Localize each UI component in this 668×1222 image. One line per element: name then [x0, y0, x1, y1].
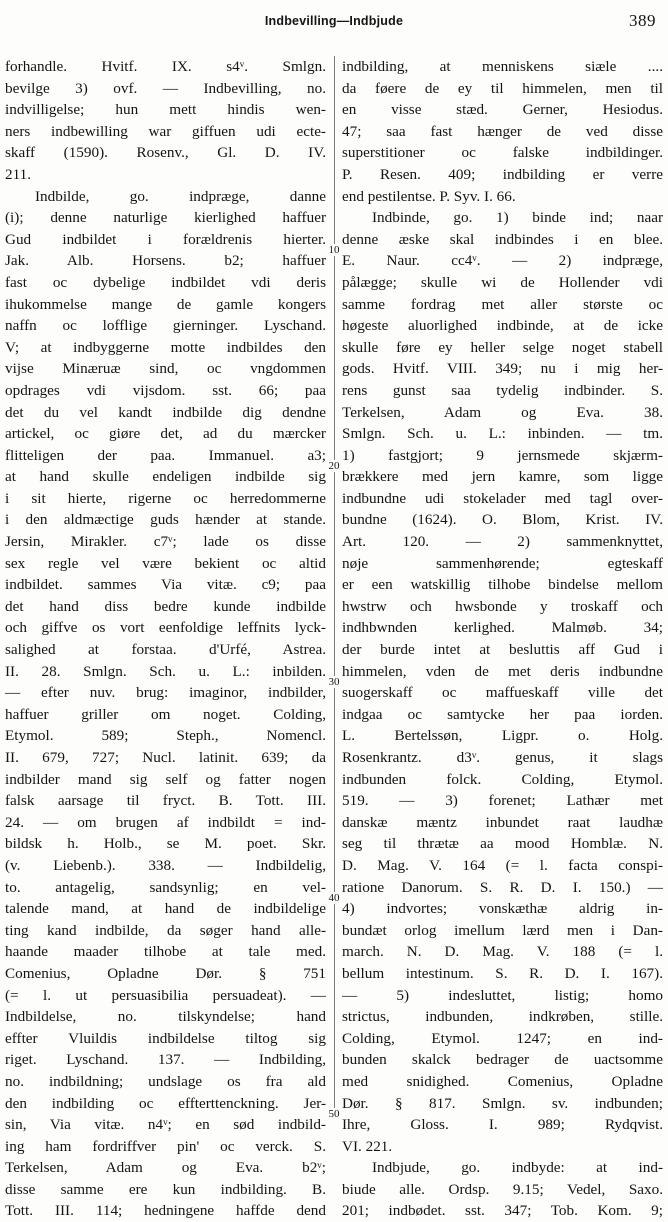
- text-line: gods. Hvitf. VIII. 349; nu i mig her-: [342, 360, 663, 378]
- text-line: bildsk h. Holb., se M. poet. Skr.: [5, 835, 326, 853]
- text-line: ratione Danorum. S. R. D. I. 150.) —: [342, 878, 663, 896]
- text-line: Dør. § 817. Smlgn. sv. indbunden;: [342, 1094, 663, 1112]
- text-line: falsk aarsage til fryct. B. Tott. III.: [5, 792, 326, 810]
- text-line: Indbinde, go. 1) binde ind; naar: [372, 209, 663, 227]
- text-line: biude alle. Ordsp. 9.15; Vedel, Saxo.: [342, 1180, 663, 1198]
- text-line: Etymol. 589; Steph., Nomencl.: [5, 727, 326, 745]
- text-line: naffn oc lofflige gierninger. Lyschand.: [5, 317, 326, 335]
- text-line: Smlgn. Sch. u. L.: inbinden. — tm.: [342, 425, 663, 443]
- text-line: med snidighed. Comenius, Opladne: [342, 1072, 663, 1090]
- text-line: høgeste aluorlighed indbinde, at de icke: [342, 317, 663, 335]
- text-line: der burde intet at besluttis aff Gud i: [342, 641, 663, 659]
- text-line: march. N. D. Mag. V. 188 (= l.: [342, 943, 663, 961]
- text-line: at hand skulle endeligen indbilde sig: [5, 468, 326, 486]
- text-line: II. 28. Smlgn. Sch. u. L.: inbilden.: [5, 662, 326, 680]
- text-line: en visse stæd. Gerner, Hesiodus.: [342, 101, 663, 119]
- text-line: det hand diss bedre kunde indbilde: [5, 597, 326, 615]
- text-line: bundne (1624). O. Blom, Krist. IV.: [342, 511, 663, 529]
- text-line: pålægge; skulle wi de Hollender vdi: [342, 273, 663, 291]
- text-line: indhbwnden kerlighed. Malmøb. 34;: [342, 619, 663, 637]
- right-column: [342, 56, 663, 1222]
- text-line: indgaa oc samtycke her paa iorden.: [342, 705, 663, 723]
- text-line: 47; saa fast hænger de ved disse: [342, 122, 663, 140]
- text-line: det du vel kandt indbilde dig dendne: [5, 403, 326, 421]
- text-line: i den aldmæctige guds hænder at stande.: [5, 511, 326, 529]
- text-line: 211.: [5, 165, 32, 183]
- text-line: fast oc dybelige indbildet vdi deris: [5, 273, 326, 291]
- text-line: salighed at forstaa. d'Urfé, Astrea.: [5, 641, 326, 659]
- text-line: — 5) indesluttet, listig; homo: [342, 986, 663, 1004]
- text-line: indbundne udi stokelader med tagl over-: [342, 489, 663, 507]
- margin-line-number: 10: [326, 244, 342, 256]
- text-line: 1) fastgjort; 9 jernsmede skjærm-: [342, 446, 663, 464]
- text-line: da føere de ey til himmelen, men til: [342, 79, 663, 97]
- text-line: samme fordrag met aller største oc: [342, 295, 663, 313]
- text-line: artickel, oc giøre det, ad du mærcker: [5, 425, 326, 443]
- text-line: bundæt orlog imellum lærd men i Dan-: [342, 921, 663, 939]
- text-line: sin, Via vitæ. n4ᵛ; en sød indbild-: [5, 1116, 326, 1134]
- text-line: Indbjude, go. indbyde: at ind-: [372, 1159, 663, 1177]
- text-line: Indbilde, go. indpræge, danne: [35, 187, 326, 205]
- text-line: i sit hierte, rigerne oc herredommerne: [5, 489, 326, 507]
- text-line: riget. Lyschand. 137. — Indbilding,: [5, 1051, 326, 1069]
- text-line: ing ham fordriffver pin' oc verck. S.: [5, 1137, 326, 1155]
- text-line: opdrages vdi vijsdom. sst. 66; paa: [5, 381, 326, 399]
- text-line: rens gunst saa tydelig indbinder. S.: [342, 381, 663, 399]
- text-line: himmelen, vden de met deris indbundne: [342, 662, 663, 680]
- text-line: P. Resen. 409; indbilding er verre: [342, 165, 663, 183]
- text-line: ting kand indbilde, da søger hand alle-: [5, 921, 326, 939]
- text-line: bunden skalck bedrager de uactsomme: [342, 1051, 663, 1069]
- running-title: Indbevilling—Indbjude: [264, 14, 404, 28]
- text-line: D. Mag. V. 164 (= l. facta conspi-: [342, 856, 663, 874]
- text-line: den indbilding oc effterttenckning. Jer-: [5, 1094, 326, 1112]
- text-line: (= l. ut persuasibilia persuadeat). —: [5, 986, 326, 1004]
- text-line: strictus, indbunden, indkrøben, stille.: [342, 1008, 663, 1026]
- text-line: E. Naur. cc4ᵛ. — 2) indpræge,: [342, 252, 663, 270]
- text-line: haande maader tilhobe at tale med.: [5, 943, 326, 961]
- text-line: skulle føre ey heller selge noget stabell: [342, 338, 663, 356]
- text-line: II. 679, 727; Nucl. latinit. 639; da: [5, 749, 326, 766]
- text-line: Ihre, Gloss. I. 989; Rydqvist.: [342, 1116, 663, 1134]
- text-line: end pestilentse. P. Syv. I. 66.: [342, 187, 516, 205]
- text-line: Jersin, Mirakler. c7ᵛ; lade os disse: [5, 533, 326, 551]
- text-line: bellum intestinum. S. R. D. I. 167).: [342, 964, 663, 982]
- column-divider: [334, 56, 335, 1118]
- margin-line-number: 50: [326, 1108, 342, 1120]
- text-line: no. indbildning; undslage os fra ald: [5, 1072, 326, 1090]
- text-line: haffuer griller om noget. Colding,: [5, 705, 326, 723]
- text-line: och giffve os vort eenfoldige leffnits lyck-: [5, 619, 326, 637]
- text-line: er een watskillig tilhobe bindelse mellom: [342, 576, 663, 594]
- text-line: Terkelsen, Adam og Eva. b2ᵛ;: [5, 1159, 326, 1177]
- text-line: (i); denne naturlige kierlighed haffuer: [5, 209, 326, 227]
- text-line: 24. — om brugen af indbildt = ind-: [5, 813, 326, 831]
- text-line: Comenius, Opladne Dør. § 751: [5, 964, 326, 982]
- text-line: 201; indbødet. sst. 347; Tob. Kom. 9;: [342, 1202, 663, 1220]
- text-line: Gud indbildet i forældrenis hierter.: [5, 230, 326, 248]
- text-line: Art. 120. — 2) sammenknyttet,: [342, 533, 663, 551]
- text-line: superstitioner oc falske indbildinger.: [342, 144, 663, 162]
- text-line: ners indbewilling war giffuen udi ecte-: [5, 122, 326, 140]
- text-line: indbilder mand sig self og fatter nogen: [5, 770, 326, 788]
- text-line: suogerskaff oc maffueskaff ville det: [342, 684, 663, 702]
- text-line: danskæ mæntz inbundet raat laudhæ: [342, 813, 663, 831]
- text-line: talende mand, at hand de indbildelige: [5, 900, 326, 918]
- text-line: indbildet. sammes Via vitæ. c9; paa: [5, 576, 326, 594]
- text-line: Indbildelse, no. tilskyndelse; hand: [5, 1008, 326, 1026]
- text-line: flitteligen der paa. Immanuel. a3;: [5, 446, 326, 464]
- text-line: vijse Minæruæ sind, oc vngdommen: [5, 360, 326, 378]
- left-column: [5, 56, 326, 1222]
- text-line: 4) indvortes; vonskæthæ aldrig in-: [342, 900, 663, 918]
- text-line: Terkelsen, Adam og Eva. 38.: [342, 403, 663, 421]
- text-line: (v. Liebenb.). 338. — Indbildelig,: [5, 856, 326, 874]
- text-line: sex regle vel være bekient oc altid: [5, 554, 326, 572]
- text-line: to. antagelig, sandsynlig; en vel-: [5, 878, 326, 896]
- text-line: disse samme ere kun indbilding. B.: [5, 1180, 326, 1198]
- text-line: indbilding, at menniskens siæle ....: [342, 58, 663, 75]
- margin-line-number: 40: [326, 892, 342, 904]
- page-number: 389: [629, 11, 656, 30]
- text-line: effter Vluildis indbildelse tiltog sig: [5, 1029, 326, 1047]
- text-line: — efter nuv. brug: imaginor, indbilder,: [5, 684, 326, 702]
- text-line: L. Bertelssøn, Ligpr. o. Holg.: [342, 727, 663, 745]
- text-line: Rosenkrantz. d3ᵛ. genus, it slags: [342, 749, 663, 766]
- margin-line-number: 20: [326, 460, 342, 472]
- text-line: skaff (1590). Rosenv., Gl. D. IV.: [5, 144, 326, 162]
- margin-line-number: 30: [326, 676, 342, 688]
- text-line: Tott. III. 114; hedningene haffde dend: [5, 1202, 326, 1220]
- text-line: hwstrw och hwsbonde y troskaff och: [342, 597, 663, 615]
- text-line: seg til thrætæ aa mood Homblæ. N.: [342, 835, 663, 853]
- text-line: Colding, Etymol. 1247; en ind-: [342, 1029, 663, 1047]
- text-line: V; at indbyggerne motte indbildes den: [5, 338, 326, 356]
- text-line: denne æske skal indbindes i en blee.: [342, 230, 663, 248]
- text-line: indbunden folck. Colding, Etymol.: [342, 770, 663, 788]
- text-line: forhandle. Hvitf. IX. s4ᵛ. Smlgn.: [5, 58, 326, 75]
- text-line: indvilligelse; hun mett hindis wen-: [5, 101, 326, 119]
- text-line: ihukommelse mange de gamle kongers: [5, 295, 326, 313]
- page-header: [0, 0, 668, 46]
- text-line: VI. 221.: [342, 1137, 393, 1155]
- text-line: nøje sammenhørende; egteskaff: [342, 554, 663, 572]
- text-line: 519. — 3) forenet; Lathær met: [342, 792, 663, 810]
- text-line: bevilge 3) ovf. — Indbevilling, no.: [5, 79, 326, 97]
- text-line: Jak. Alb. Horsens. b2; haffuer: [5, 252, 326, 270]
- text-line: brækkere med jern kamre, som ligge: [342, 468, 663, 486]
